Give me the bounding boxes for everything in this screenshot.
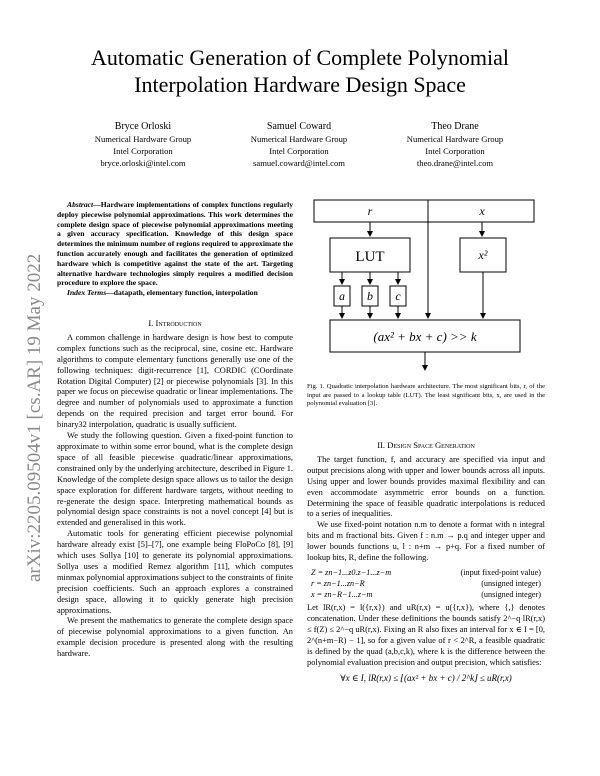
intro-paragraph-4: We present the mathematics to generate the complete design space of piecewise polynomial approximations to a given function. An example decision procedure is presented along with the resulting hardware. [57, 616, 293, 659]
author-block-2 [214, 120, 384, 169]
intro-paragraph-1: A common challenge in hardware design is how best to compute complex functions such as the reciprocal, sine, cosine etc. Hardware algorithms to compute elementary functions generally use one of the following techniques: digit-recurrence [1], CORDIC (COordinate Rotation Digital Computer) [2] or piecewise polynomials [3]. In this paper we focus on piecewise quadratic or linear implementations. The degree and number of polynomials used to approximate a function depends on the required precision and target error bound. For binary32 interpolation, quadratic is usually sufficient. [57, 332, 293, 430]
design-paragraph-1: The target function, f, and accuracy are specified via input and output precisions along with upper and lower bounds across all inputs. Using upper and lower bounds provides maximal flexibility and can even accommodate asymmetric error bounds on a function. Determining the space of feasible quadratic interpolations is reduced to a series of inequalities. [307, 454, 545, 519]
abstract [57, 200, 293, 298]
author-email: samuel.coward@intel.com [253, 158, 345, 168]
abstract-text: —Hardware implementations of complex functions regularly deploy piecewise polynomial approximations. This work determines the complete design space of piecewise polynomial approximations meeting a given accuracy specification. Knowledge of this design space determines the minimum number of regions required to approximate the function accurately enough and facilitates the generation of optimized hardware which is competitive against the state of the art. Targeting alternative hardware technologies simply requires a modified decision procedure to explore the space. [57, 200, 293, 288]
author-group: Numerical Hardware Group [250, 134, 348, 144]
equation-note: (input fixed-point value) [460, 567, 541, 577]
author-org: Intel Corporation [113, 146, 173, 156]
intro-paragraph-2: We study the following question. Given a fixed-point function to approximate to within some error bound, what is the complete design space of all feasible piecewise quadratic/linear approximations, constrained only by the underlying architecture, described in Figure 1. Knowledge of the complete design space allows us to tailor the design space exploration for different hardware targets, without needing to re-generate the design space. Interpreting mathematical bounds as polynomial design space constraints is not a novel concept [4] but is extended and generalised in this work. [57, 431, 293, 528]
author-org: Intel Corporation [269, 146, 329, 156]
coef-a-label: a [339, 289, 345, 303]
equation-row-r [307, 578, 545, 589]
author-group: Numerical Hardware Group [94, 134, 192, 144]
section-heading-intro: I. Introduction [148, 318, 202, 328]
index-terms-label: Index Terms [67, 288, 107, 298]
paper-title [40, 44, 560, 98]
evaluation-label: (ax² + bx + c) >> k [373, 329, 477, 344]
coef-b-label: b [367, 289, 373, 303]
equation-note: (unsigned integer) [481, 578, 541, 588]
index-terms-text: —datapath, elementary function, interpolation [106, 288, 258, 298]
equation-lhs: r = zn−1...zn−R [311, 578, 365, 588]
equation-lhs: Z = zn−1...z0.z−1...z−m [311, 567, 392, 577]
design-space-section [307, 434, 545, 684]
equation-row-x [307, 589, 545, 600]
section-heading-design-space: II. Design Space Generation [377, 440, 475, 450]
author-group: Numerical Hardware Group [406, 134, 504, 144]
design-paragraph-3: Let lR(r,x) = l({r,x}) and uR(r,x) = u({r,x}), where {,} denotes concatenation. Under these definitions the bounds satisfy 2^−q lR(r,x) ≤ f(Z) ≤ 2^−q uR(r,x). Fixing an R also fixes an interval for x ∈ I = [0, 2^(n+m−R) − 1], so for a given value of r < 2^R, a feasible quadratic is defined by the quad (a,b,c,k), where k is the difference between the polynomial evaluation precision and output precision, which satisfies: [307, 602, 545, 667]
lut-label: LUT [355, 249, 385, 265]
coef-c-label: c [395, 289, 401, 303]
square-label: x² [478, 248, 488, 262]
equation-row-z [307, 567, 545, 578]
author-block-1 [58, 120, 228, 169]
equation-lhs: x = zn−R−1...z−m [311, 589, 373, 599]
intro-section [57, 312, 293, 660]
arxiv-watermark [10, 150, 50, 590]
author-name: Theo Drane [431, 121, 479, 132]
author-name: Bryce Orloski [114, 121, 172, 132]
input-register [314, 200, 534, 222]
design-paragraph-2: We use fixed-point notation n.m to denote a format with n integral bits and m fractional bits. Given f : n.m → p.q and integer upper and lower bounds functions u, l : n+m → p+q. For a fixed number of lookup bits, R, define the following. [307, 520, 545, 563]
title-line-2: Interpolation Hardware Design Space [134, 72, 466, 97]
abstract-label: Abstract [67, 200, 94, 209]
author-email: theo.drane@intel.com [416, 158, 494, 168]
author-org: Intel Corporation [425, 146, 485, 156]
title-line-1: Automatic Generation of Complete Polynomial [91, 45, 509, 70]
author-email: bryce.orloski@intel.com [100, 158, 186, 168]
r-label: r [367, 204, 373, 218]
equation-note: (unsigned integer) [481, 589, 541, 599]
x-label: x [479, 204, 485, 218]
feasibility-equation: ∀x ∈ I, lR(r,x) ≤ ⌊(ax² + bx + c) / 2^k⌋ ≤ uR(r,x) [340, 673, 512, 684]
figure-1-diagram [312, 198, 536, 378]
intro-paragraph-3: Automatic tools for generating efficient piecewise polynomial hardware already exist [5]–[7], one example being FloPoCo [8], [9] which uses Sollya [10] to generate its polynomial approximations. Sollya uses a modified Remez algorithm [11], which computes minmax polynomial approximations subject to the constraints of finite precision coefficients. Such an approach explores a constrained design space, allowing it to quickly generate high precision approximations. [57, 529, 293, 615]
figure-1-caption: Fig. 1. Quadratic interpolation hardware architecture. The most significant bits, r, of the input are passed to a lookup table (LUT). The least significant bits, x, are used in the polynomial evaluation [3]. [307, 383, 545, 408]
author-block-3 [370, 120, 540, 169]
arxiv-watermark-text: arXiv:2205.09504v1 [cs.AR] 19 May 2022 [24, 253, 45, 582]
author-name: Samuel Coward [266, 121, 332, 132]
